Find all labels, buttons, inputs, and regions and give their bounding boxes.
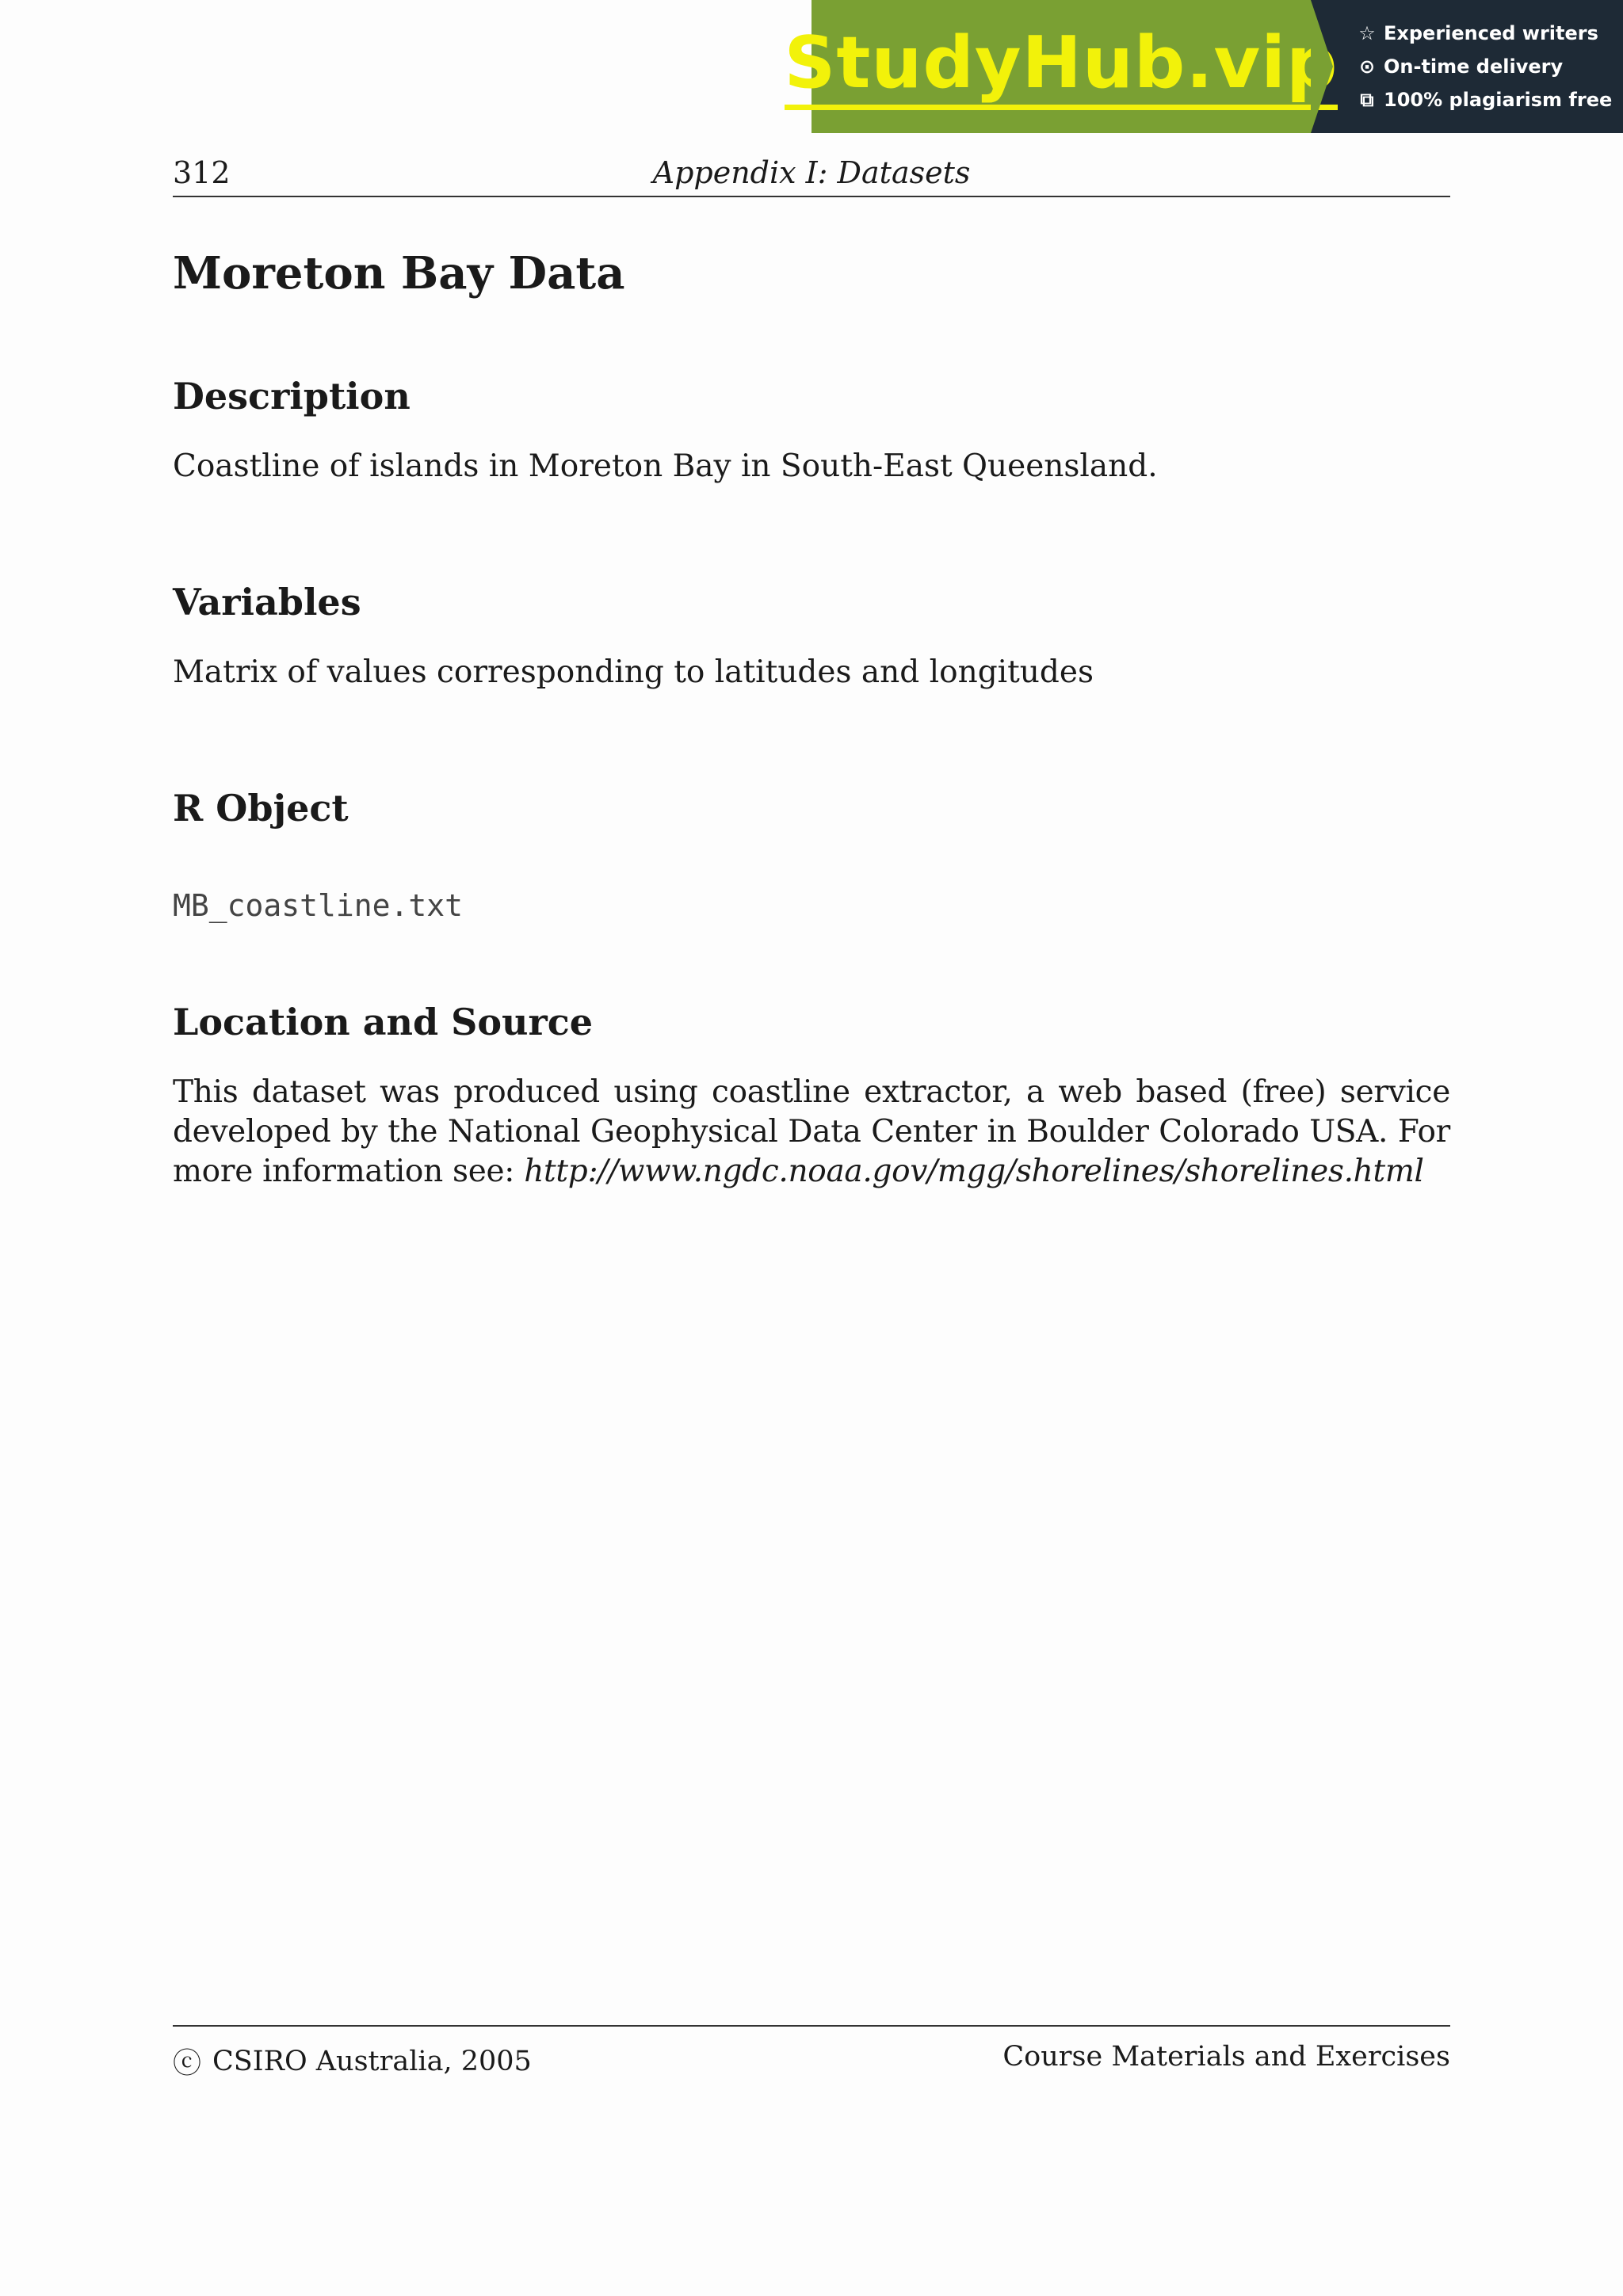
page-number: 312 bbox=[173, 155, 231, 190]
banner-arrow-shape bbox=[1311, 0, 1333, 133]
studyhub-brand-text: StudyHub.vip bbox=[785, 24, 1338, 110]
feature-on-time-delivery bbox=[1357, 54, 1623, 79]
section-heading-location: Location and Source bbox=[173, 1001, 593, 1043]
variables-text: Matrix of values corresponding to latitudes and longitudes bbox=[173, 654, 1094, 690]
studyhub-banner[interactable] bbox=[784, 0, 1623, 133]
copy-icon: ⧉ bbox=[1360, 89, 1374, 111]
clock-icon: ⊙ bbox=[1358, 55, 1376, 78]
footer-course-title: Course Materials and Exercises bbox=[1002, 2041, 1450, 2073]
feature-label: 100% plagiarism free bbox=[1384, 89, 1613, 111]
feature-plagiarism-free bbox=[1357, 87, 1623, 113]
location-text: This dataset was produced using coastline extractor, a web based (free) service developed by the National Geophysical Data Center in Boulder Colorado USA. For more information see: bbox=[173, 1074, 1450, 1189]
feature-label: On-time delivery bbox=[1384, 55, 1564, 78]
feature-experienced-writers bbox=[1357, 21, 1623, 46]
section-heading-description: Description bbox=[173, 375, 411, 418]
studyhub-logo[interactable] bbox=[784, 0, 1338, 133]
footer-divider bbox=[173, 2025, 1450, 2027]
feature-label: Experienced writers bbox=[1384, 22, 1598, 44]
r-object-filename: MB_coastline.txt bbox=[173, 888, 464, 923]
page-title: Moreton Bay Data bbox=[173, 247, 625, 299]
star-icon: ☆ bbox=[1358, 22, 1376, 44]
source-url-link[interactable]: http://www.ngdc.noaa.gov/mgg/shorelines/shorelines.html bbox=[524, 1154, 1424, 1189]
section-heading-r-object: R Object bbox=[173, 787, 349, 830]
page-content bbox=[173, 246, 1450, 1192]
copyright-icon: ⓒ bbox=[173, 2047, 202, 2080]
header-divider bbox=[173, 196, 1450, 197]
description-text: Coastline of islands in Moreton Bay in South-East Queensland. bbox=[173, 448, 1158, 484]
footer-copyright bbox=[173, 2041, 532, 2081]
running-title: Appendix I: Datasets bbox=[652, 155, 971, 190]
banner-features bbox=[1311, 0, 1623, 133]
footer-left-text: CSIRO Australia, 2005 bbox=[212, 2045, 532, 2077]
location-paragraph bbox=[173, 1073, 1450, 1192]
section-heading-variables: Variables bbox=[173, 581, 361, 624]
